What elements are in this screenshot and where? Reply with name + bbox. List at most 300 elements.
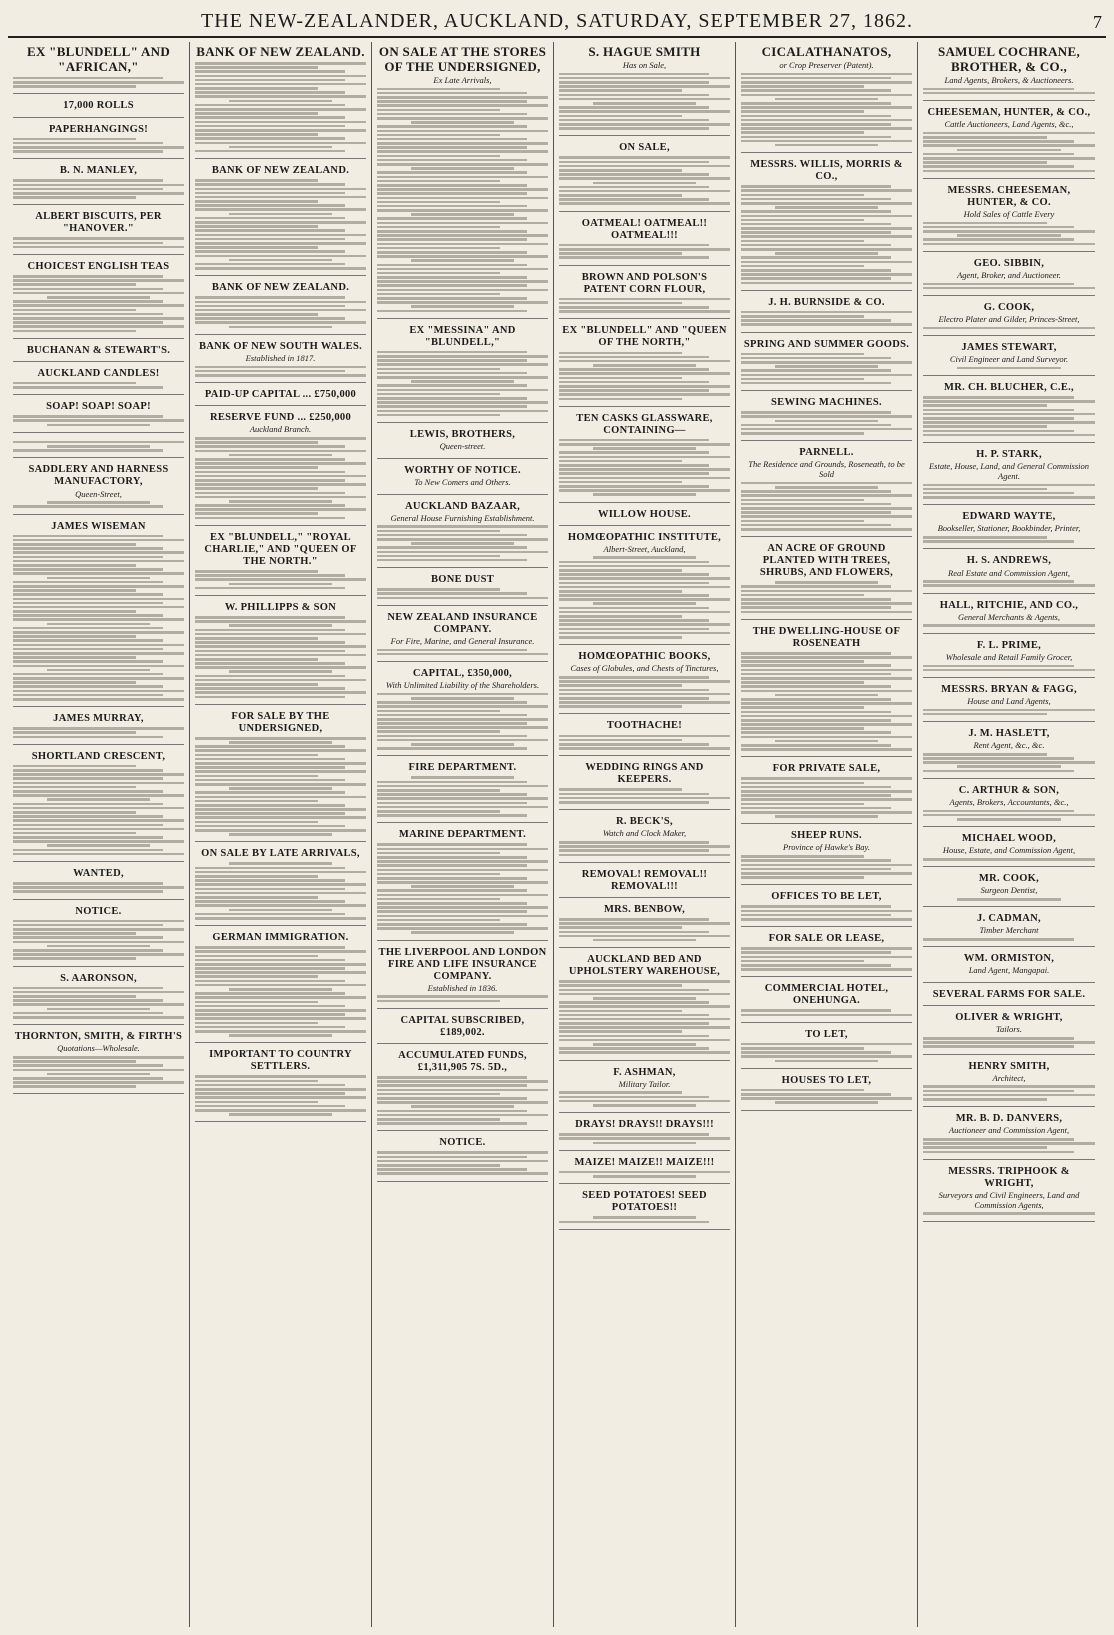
advertisement [195,279,366,335]
ad-subheading: Land Agents, Brokers, & Auctioneers. [944,74,1074,85]
advertisement [559,215,730,266]
ad-body-text [559,788,730,803]
advertisement [195,708,366,843]
ad-body-text [923,396,1095,436]
ad-subheading: Cattle Auctioneers, Land Agents, &c., [944,119,1074,130]
ad-body-text [923,938,1095,941]
ad-heading: MR. CH. BLUCHER, C.E., [944,381,1074,393]
advertisement [923,910,1095,947]
ad-body-text [377,525,548,561]
ad-body-text [377,1076,548,1125]
advertisement [559,139,730,211]
ad-heading: CAPITAL SUBSCRIBED, £189,002. [400,1014,525,1038]
ad-subheading: Established in 1817. [245,352,316,363]
advertisement [13,208,184,255]
ad-heading: B. N. MANLEY, [59,165,138,177]
ad-body-text [377,693,548,750]
advertisement [13,121,184,160]
ad-heading: TOOTHACHE! [606,720,683,732]
ad-body-text [377,649,548,656]
advertisement [923,597,1095,634]
advertisement [13,710,184,745]
ad-heading: GEO. SIBBIN, [973,257,1045,269]
ad-body-text [741,855,912,879]
ad-heading: NOTICE. [75,905,122,917]
advertisement [923,255,1095,296]
ad-subheading: Agents, Brokers, Accountants, &c., [949,796,1069,807]
ad-heading: AUCKLAND BAZAAR, [404,500,521,512]
ad-heading: BROWN AND POLSON'S PATENT CORN FLOUR, [581,271,708,295]
advertisement [741,930,912,977]
advertisement [195,409,366,526]
ad-body-text [923,709,1095,716]
ad-heading: THE DWELLING-HOUSE OF ROSENEATH [752,625,901,649]
ad-subheading: Queen-street. [439,440,486,451]
ad-subheading: Cases of Globules, and Chests of Tinctures, [570,663,719,674]
ad-body-text [13,501,184,508]
ad-heading: JAMES MURRAY, [53,713,144,725]
ad-heading: CICALATHANATOS, [761,44,892,59]
ad-body-text [923,367,1095,370]
ad-heading: F. ASHMAN, [613,1066,676,1078]
ad-body-text [13,382,184,389]
ad-heading: WILLOW HOUSE. [598,508,691,520]
advertisement [13,398,184,433]
ad-body-text [559,676,730,708]
ad-heading: S. AARONSON, [60,972,137,984]
ad-heading: WM. ORMISTON, [963,953,1055,965]
ad-body-text [377,588,548,599]
ad-heading: HOMŒOPATHIC BOOKS, [578,651,711,663]
advertisement [377,322,548,423]
advertisement [13,1028,184,1094]
ad-heading: JAMES WISEMAN [51,520,146,532]
ad-heading: OLIVER & WRIGHT, [955,1012,1063,1024]
ad-heading: SOAP! SOAP! SOAP! [46,401,151,413]
advertisement [13,436,184,459]
ad-heading: THE LIVERPOOL AND LONDON FIRE AND LIFE INSURANCE COMPANY. [378,946,547,982]
ad-heading: FOR PRIVATE SALE, [772,763,881,775]
ad-body-text [13,987,184,1019]
advertisement [195,599,366,705]
advertisement [13,258,184,339]
ad-heading: NEW ZEALAND INSURANCE COMPANY. [387,611,538,635]
ad-subheading: Architect, [992,1072,1026,1083]
ad-body-text [559,841,730,856]
ad-body-text [923,665,1095,672]
ad-heading: WORTHY OF NOTICE. [404,464,521,476]
advertisement [923,986,1095,1006]
ad-subheading: Surveyors and Civil Engineers, Land and Commission Agents, [938,1189,1080,1210]
ad-heading: EDWARD WAYTE, [962,511,1056,523]
ad-heading: NOTICE. [439,1137,486,1149]
ad-body-text [195,179,366,270]
ad-heading: SEVERAL FARMS FOR SALE. [932,989,1086,1001]
advertisement [741,444,912,537]
ad-heading: MAIZE! MAIZE!! MAIZE!!! [574,1156,715,1168]
advertisement [923,870,1095,907]
column-2 [190,42,372,1627]
ad-body-text [559,439,730,496]
advertisement [13,365,184,395]
advertisement [13,342,184,362]
ad-heading: THORNTON, SMITH, & FIRTH'S [14,1031,183,1043]
ad-subheading: Real Estate and Commission Agent, [948,567,1070,578]
ad-heading: S. HAGUE SMITH [588,44,701,59]
ad-heading: OFFICES TO BE LET, [771,891,882,903]
advertisement [559,1116,730,1151]
column-1 [8,42,190,1627]
advertisement [923,637,1095,678]
advertisement [741,156,912,291]
advertisement [741,394,912,441]
ad-subheading: Agent, Broker, and Auctioneer. [957,269,1061,280]
ad-body-text [741,353,912,385]
column-6 [918,42,1100,1627]
column-3 [372,42,554,1627]
advertisement [923,104,1095,179]
advertisement [377,826,548,940]
ad-body-text [923,858,1095,861]
ad-heading: 17,000 ROLLS [63,100,134,112]
ad-heading: EX "BLUNDELL," "ROYAL CHARLIE," AND "QUEEN OF THE NORTH." [204,531,357,567]
ad-heading: AUCKLAND CANDLES! [37,367,160,379]
ad-body-text [195,737,366,836]
advertisement [13,865,184,900]
ad-body-text [923,484,1095,499]
ad-body-text [559,352,730,401]
ad-body-text [195,1075,366,1115]
ad-body-text [559,735,730,750]
ad-heading: JAMES STEWART, [961,341,1057,353]
advertisement [13,748,184,862]
advertisement [559,901,730,948]
advertisement [195,1046,366,1122]
ad-body-text [377,843,548,934]
advertisement [923,782,1095,827]
ad-body-text [923,1037,1095,1048]
ad-body-text [923,1085,1095,1100]
ad-body-text [923,1138,1095,1153]
column-5 [736,42,918,1627]
ad-heading: AUCKLAND BED AND UPHOLSTERY WAREHOUSE, [568,954,721,978]
ad-body-text [741,311,912,326]
ad-body-text [13,535,184,701]
ad-heading: TO LET, [805,1028,848,1040]
ad-subheading: Hold Sales of Cattle Every [963,208,1055,219]
advertisement [377,944,548,1009]
ad-body-text [13,765,184,856]
ad-heading: EX "MESSINA" AND "BLUNDELL," [409,324,516,348]
ad-heading: J. H. BURNSIDE & CO. [768,296,885,308]
advertisement [741,294,912,333]
advertisement [377,426,548,459]
ad-subheading: Province of Hawke's Bay. [783,842,870,853]
advertisement [377,665,548,756]
ad-body-text [559,244,730,259]
ad-body-text [195,366,366,377]
advertisement [559,1154,730,1184]
advertisement [377,498,548,569]
ad-heading: MICHAEL WOOD, [961,833,1057,845]
ad-body-text [741,1009,912,1016]
ad-body-text [741,1089,912,1104]
ad-subheading: Auckland Branch. [249,424,312,435]
advertisement [923,339,1095,376]
advertisement [377,609,548,662]
ad-heading: BONE DUST [430,574,495,586]
ad-body-text [741,1043,912,1062]
advertisement [377,1134,548,1181]
ad-body-text [559,1171,730,1178]
ad-heading: F. L. PRIME, [976,639,1042,651]
ad-heading: MR. B. D. DANVERS, [955,1113,1063,1125]
ad-body-text [923,222,1095,246]
ad-heading: GERMAN IMMIGRATION. [212,932,349,944]
ad-subheading: Ex Late Arrivals, [433,74,492,85]
ad-heading: TEN CASKS GLASSWARE, CONTAINING— [576,412,713,436]
ad-subheading: Estate, House, Land, and General Commission Agent. [928,460,1090,481]
ad-subheading: Queen-Street, [75,488,122,499]
advertisement [741,1026,912,1069]
advertisement [195,845,366,926]
advertisement [741,827,912,885]
ad-heading: DRAYS! DRAYS!! DRAYS!!! [575,1119,714,1131]
ad-subheading: Bookseller, Stationer, Bookbinder, Printer, [937,523,1081,534]
ad-subheading: Quotations—Wholesale. [57,1043,140,1054]
ad-heading: R. BECK'S, [616,816,673,828]
advertisement [923,681,1095,722]
advertisement [195,929,366,1043]
ad-heading: MESSRS. BRYAN & FAGG, [941,683,1077,695]
ad-heading: REMOVAL! REMOVAL!! REMOVAL!!! [581,868,708,892]
advertisement [559,951,730,1061]
ad-heading: ACCUMULATED FUNDS, £1,311,905 7S. 5D., [398,1049,527,1074]
advertisement [13,97,184,117]
ad-subheading: The Residence and Grounds, Roseneath, to be Sold [748,459,905,480]
ad-body-text [741,947,912,971]
ad-body-text [923,810,1095,821]
ad-subheading: Auctioneer and Commission Agent, [948,1125,1070,1136]
ad-body-text [923,88,1095,95]
ad-heading: FOR SALE OR LEASE, [768,933,885,945]
ad-heading: RESERVE FUND ... £250,000 [209,412,352,424]
ad-subheading: With Unlimited Liability of the Shareholders. [385,680,540,691]
ad-heading: W. PHILLIPPS & SON [224,601,337,613]
ad-heading: SEED POTATOES! SEED POTATOES!! [582,1190,707,1214]
ad-body-text [377,1151,548,1175]
advertisement [377,462,548,495]
ad-body-text [741,777,912,817]
advertisement [923,379,1095,443]
ad-body-text [13,1056,184,1088]
ad-body-text [559,556,730,638]
advertisement [741,336,912,392]
masthead-title: THE NEW-ZEALANDER, AUCKLAND, SATURDAY, SEPTEMBER 27, 1862. [201,10,913,32]
ad-subheading: Established in 1836. [427,982,498,993]
ad-subheading: Military Tailor. [618,1078,671,1089]
page-number: 7 [1093,12,1102,32]
ad-body-text [559,980,730,1054]
advertisement [741,1072,912,1111]
ad-heading: H. S. ANDREWS, [966,555,1052,567]
advertisement [559,506,730,526]
ad-subheading: General House Furnishing Establishment. [390,512,535,523]
ad-heading: CHOICEST ENGLISH TEAS [27,261,170,272]
ad-body-text [377,995,548,1002]
ad-body-text [923,1212,1095,1215]
ad-body-text [923,753,1095,772]
advertisement [195,529,366,596]
advertisement [13,42,184,94]
advertisement [559,866,730,898]
advertisement [13,903,184,967]
ad-body-text [13,441,184,452]
ad-subheading: Has on Sale, [622,59,667,70]
ad-body-text [741,411,912,435]
advertisement [377,571,548,606]
ad-heading: WEDDING RINGS AND KEEPERS. [585,762,704,786]
ad-heading: ON SALE, [619,142,670,154]
advertisement [923,950,1095,983]
ad-body-text [13,138,184,153]
ad-body-text [923,132,1095,172]
ad-subheading: Surgeon Dentist, [980,885,1038,896]
ad-heading: EX "BLUNDELL" AND "AFRICAN," [26,44,171,74]
advertisement [559,410,730,503]
ad-body-text [377,776,548,816]
ad-heading: SAMUEL COCHRANE, BROTHER, & CO., [937,44,1081,74]
ad-heading: HOMŒOPATHIC INSTITUTE, [567,531,722,543]
ad-body-text [13,275,184,332]
ad-subheading: Land Agent, Mangapai. [968,965,1050,976]
ad-heading: MR. COOK, [978,873,1040,885]
ad-heading: MESSRS. CHEESEMAN, HUNTER, & CO. [947,184,1071,208]
advertisement [559,1187,730,1230]
ad-heading: ON SALE AT THE STORES OF THE UNDERSIGNED, [378,44,547,74]
advertisement [741,540,912,620]
advertisement [559,269,730,320]
ad-body-text [741,482,912,531]
advertisement [13,970,184,1026]
ad-body-text [195,946,366,1037]
ad-heading: PAPERHANGINGS! [48,123,149,135]
ad-subheading: Watch and Clock Maker, [602,828,687,839]
ad-heading: FIRE DEPARTMENT. [408,762,517,774]
advertisement [13,518,184,708]
ad-heading: HOUSES TO LET, [781,1074,872,1086]
ad-heading: AN ACRE OF GROUND PLANTED WITH TREES, SHRUBS, AND FLOWERS, [759,543,894,579]
advertisement [13,461,184,514]
ad-heading: CAPITAL, £350,000, [412,667,513,679]
advertisement [377,1012,548,1044]
ad-subheading: House and Land Agents, [967,695,1051,706]
ad-body-text [13,237,184,248]
advertisement [923,1058,1095,1108]
advertisement [559,813,730,863]
ad-heading: SADDLERY AND HARNESS MANUFACTORY, [28,464,169,488]
ad-body-text [13,415,184,426]
ad-body-text [195,862,366,919]
ad-body-text [195,570,366,589]
ad-subheading: General Merchants & Agents, [958,611,1060,622]
advertisement [377,42,548,319]
advertisement [741,760,912,824]
column-4 [554,42,736,1627]
ad-heading: C. ARTHUR & SON, [958,784,1060,796]
ad-body-text [377,88,548,313]
ad-heading: PAID-UP CAPITAL ... £750,000 [204,389,357,401]
advertisement [559,322,730,406]
advertisement [559,648,730,714]
ad-heading: IMPORTANT TO COUNTRY SETTLERS. [209,1049,352,1073]
advertisement [923,299,1095,336]
ad-heading: BANK OF NEW SOUTH WALES. [198,340,363,352]
advertisement [195,162,366,276]
ad-heading: LEWIS, BROTHERS, [409,428,516,440]
ad-subheading: Rent Agent, &c., &c. [973,740,1045,751]
ad-subheading: House, Estate, and Commission Agent, [942,845,1076,856]
ad-subheading: or Crop Preserver (Patent). [779,59,874,70]
advertisement [923,725,1095,779]
ad-subheading: Timber Merchant [979,925,1039,936]
ad-body-text [13,882,184,893]
ad-heading: J. CADMAN, [977,913,1041,925]
ad-body-text [13,727,184,738]
ad-body-text [559,73,730,130]
advertisement [923,508,1095,549]
advertisement [923,1110,1095,1160]
ad-body-text [559,1091,730,1106]
ad-heading: SHEEP RUNS. [791,830,862,842]
ad-body-text [923,580,1095,587]
advertisement [923,446,1095,505]
ad-body-text [741,185,912,284]
advertisement [195,386,366,406]
ad-heading: WANTED, [73,868,124,880]
ad-heading: G. COOK, [983,301,1035,313]
ad-body-text [741,73,912,147]
ad-body-text [195,296,366,328]
ad-body-text [923,536,1095,543]
ad-body-text [195,437,366,519]
advertisement [559,717,730,756]
advertisement [559,42,730,136]
ad-subheading: Tailors. [996,1024,1022,1035]
ad-body-text [923,283,1095,290]
ad-heading: ALBERT BISCUITS, PER "HANOVER." [35,211,162,235]
ad-heading: J. M. HASLETT, [968,728,1050,740]
ad-heading: SHORTLAND CRESCENT, [31,750,166,762]
ad-body-text [559,298,730,313]
advertisement [559,529,730,646]
ad-heading: HENRY SMITH, [968,1060,1050,1072]
ad-heading: CHEESEMAN, HUNTER, & CO., [927,107,1091,119]
ad-heading: OATMEAL! OATMEAL!! OATMEAL!!! [581,217,708,241]
ad-subheading: Electro Plater and Gilder, Princes-Street, [938,314,1080,324]
ad-subheading: Albert-Street, Auckland, [603,543,686,554]
advertisement [923,1009,1095,1054]
ad-body-text [923,898,1095,901]
advertisement [377,1047,548,1131]
ad-heading: MARINE DEPARTMENT. [398,829,527,841]
ad-heading: BANK OF NEW ZEALAND. [211,282,350,294]
ad-heading: SEWING MACHINES. [771,397,882,409]
ad-heading: H. P. STARK, [976,448,1042,460]
advertisement [741,623,912,758]
ad-heading: BUCHANAN & STEWART'S. [26,344,171,356]
advertisement [923,830,1095,867]
